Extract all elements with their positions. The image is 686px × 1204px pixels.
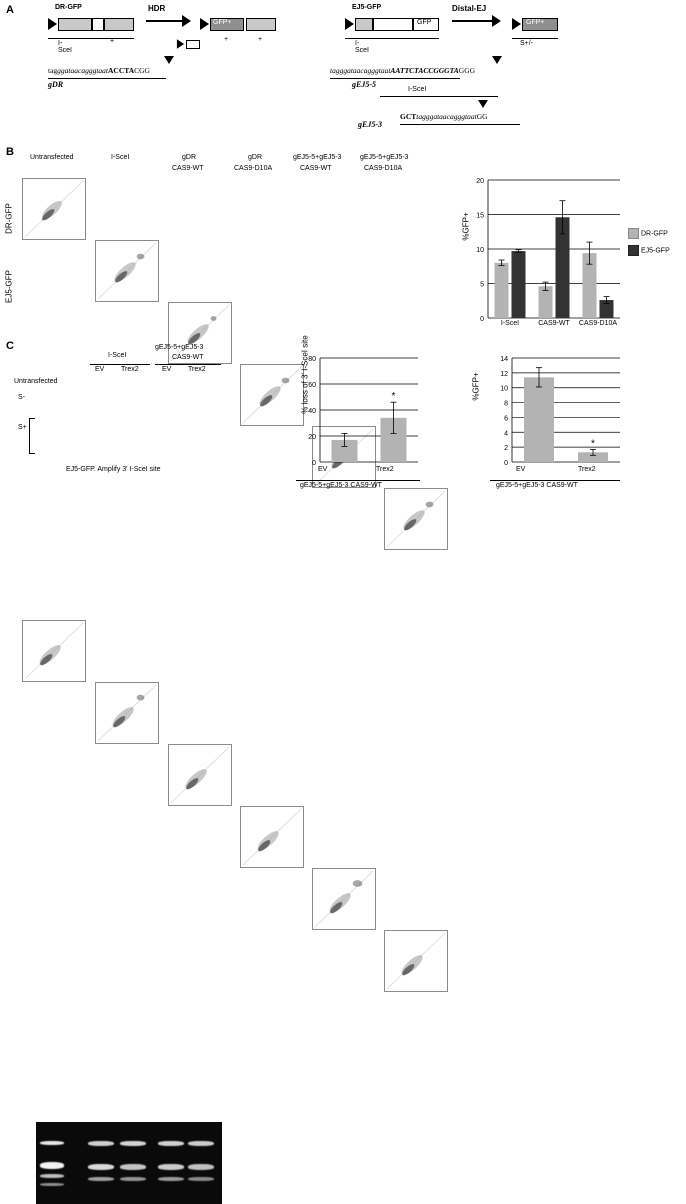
panelb-bar-chart (470, 178, 620, 327)
bar (495, 263, 509, 318)
gej5-5-seq-post: GGG (458, 66, 476, 75)
gdr-sequence (48, 66, 150, 75)
gel-band (188, 1177, 214, 1181)
ej5-spacer (373, 18, 413, 31)
gel-band (40, 1162, 64, 1169)
gel-band (188, 1164, 214, 1170)
ej5-underline (345, 38, 439, 39)
ej5-gfp-label: GFP (417, 19, 432, 26)
panelc-chart1-cat-0: EV (318, 466, 328, 473)
panelc-chart1-xrule (296, 480, 420, 481)
flow-plot-r1c6 (384, 488, 448, 550)
svg-text:10: 10 (476, 247, 484, 254)
drgfp-product-cassette (246, 18, 276, 31)
gel-untransfected-label: Untransfected (14, 378, 58, 385)
gel-group1-rule (90, 364, 150, 365)
panelb-legend (628, 228, 670, 256)
gdr-seq-post: CGG (134, 66, 150, 75)
gej5-3-seq-bold: GCT (400, 112, 417, 121)
svg-text:0: 0 (312, 460, 316, 467)
panelb-col-2-line2: CAS9-WT (172, 165, 204, 172)
promoter-icon (345, 18, 354, 30)
svg-text:80: 80 (308, 356, 316, 363)
panelb-col-3-line1: gDR (248, 154, 263, 161)
legend-swatch-ej5gfp (628, 245, 639, 256)
gel-group2-line2: CAS9-WT (172, 354, 204, 361)
gel-band (120, 1164, 146, 1170)
gej5-5-sequence (330, 66, 475, 75)
chartC2-svg (492, 356, 620, 467)
distal-ej-label: Distal-EJ (452, 4, 487, 13)
gdr-seq-bold: ACCTA (108, 66, 135, 75)
panel-c-letter: C (6, 340, 14, 352)
panelb-col-4-line1: gEJ5-5+gEJ5-3 (293, 154, 342, 161)
svg-text:*: * (591, 438, 595, 450)
flow-plot-r2c5 (312, 868, 376, 930)
gdr-seq-ital: ggataacagggtaat (57, 66, 109, 75)
svg-text:20: 20 (476, 178, 484, 185)
panelb-col-0-line1: Untransfected (30, 154, 74, 161)
svg-text:10: 10 (500, 385, 508, 393)
cut-site-arrowhead (164, 56, 174, 64)
gej5-3-sequence (400, 112, 488, 121)
drgfp-small-box (186, 40, 200, 49)
panel-a-letter: A (6, 4, 14, 16)
chart-category-label: CAS9-D10A (578, 320, 618, 327)
ej5-splusminus-label: S+/- (520, 40, 534, 47)
isce-middle-arrowhead (478, 100, 488, 108)
gel-lane-label-0: EV (95, 366, 105, 373)
gel-group2-line1: gEJ5-5+gEJ5-3 (155, 344, 204, 351)
gel-group1-label: I-SceI (108, 352, 127, 359)
gej5-3-seq-ital: tagggataacagggtaat (416, 112, 477, 121)
ej5-product-underline (512, 38, 558, 39)
svg-text:40: 40 (308, 408, 316, 415)
isce-middle-label: I-SceI (408, 86, 427, 93)
panelb-chart-ylabel: %GFP+ (461, 212, 471, 241)
gel-marker-s-plus: S+ (18, 424, 27, 431)
svg-text:0: 0 (480, 316, 484, 323)
gel-band (158, 1164, 184, 1170)
ej5-cut-site-arrowhead (492, 56, 502, 64)
gel-lane-label-3: Trex2 (188, 366, 206, 373)
gel-band (158, 1141, 184, 1146)
promoter-icon-small (177, 39, 184, 49)
flow-plot-r2c2 (95, 682, 159, 744)
gel-band (120, 1141, 146, 1146)
gej5-5-seq-pre: tagggataacagggtaat (330, 66, 391, 75)
legend-label-drgfp: DR-GFP (640, 230, 668, 238)
gej5-5-seq-bold: AATTCTACCGGGTA (390, 66, 459, 75)
panelb-row-label-drgfp: DR-GFP (4, 203, 14, 234)
svg-text:5: 5 (480, 281, 484, 289)
svg-text:0: 0 (504, 460, 508, 467)
ej5gfp-title: EJ5-GFP (352, 4, 382, 11)
svg-text:60: 60 (308, 382, 316, 389)
drgfp-title: DR-GFP (55, 4, 82, 11)
promoter-icon (48, 18, 57, 30)
ej5-isce-label: I-SceI (355, 40, 370, 54)
gel-band (88, 1177, 114, 1181)
chart-category-label: CAS9-WT (538, 320, 570, 327)
panelb-col-5-line2: CAS9-D10A (364, 165, 403, 172)
gel-band (158, 1177, 184, 1181)
drgfp-cassette-2 (104, 18, 134, 31)
svg-text:15: 15 (476, 212, 484, 220)
drgfp-cassette-1 (58, 18, 92, 31)
ej5-gfp-positive-label: GFP+ (526, 19, 545, 26)
gel-band (40, 1141, 64, 1145)
svg-text:6: 6 (504, 415, 508, 423)
bar (524, 377, 554, 462)
gel-group2-rule (155, 364, 221, 365)
gel-band (88, 1164, 114, 1170)
drgfp-sce-site (92, 18, 104, 31)
promoter-icon (200, 18, 209, 30)
gel-lane-label-1: Trex2 (121, 366, 139, 373)
gel-caption: EJ5-GFP. Amplify 3′ I-SceI site (66, 466, 161, 473)
gel-band (40, 1174, 64, 1178)
gel-marker-s-minus: S- (18, 394, 25, 401)
drgfp-isce-label: I-SceI (58, 40, 73, 54)
panelb-row-label-ej5gfp: EJ5-GFP (4, 270, 14, 303)
flow-plot-r1c2 (95, 240, 159, 302)
gdr-guide-line (48, 78, 166, 79)
isce-middle-line (380, 96, 498, 97)
gdr-seq-pre: tag (48, 66, 58, 75)
gfp-positive-label: GFP+ (213, 19, 232, 26)
gdr-gene-name: gDR (48, 80, 64, 89)
panelb-col-1-line1: I-SceI (111, 154, 130, 161)
promoter-icon (512, 18, 521, 30)
flow-plot-r2c3 (168, 744, 232, 806)
panelc-chart1-xlabel: gEJ5-5+gEJ5-3 CAS9-WT (300, 482, 382, 489)
gej5-3-gene-name: gEJ5-3 (358, 120, 382, 129)
svg-text:14: 14 (500, 356, 508, 363)
panel-b-letter: B (6, 146, 14, 158)
panelc-chart2-cat-0: EV (516, 466, 526, 473)
gej5-5-gene-name: gEJ5-5 (352, 80, 376, 89)
panelb-col-4-line2: CAS9-WT (300, 165, 332, 172)
bar (512, 251, 526, 318)
drgfp-plus-3: + (258, 36, 263, 43)
gel-band (120, 1177, 146, 1181)
panelc-chart2-cat-1: Trex2 (578, 466, 596, 473)
svg-text:20: 20 (308, 434, 316, 441)
gel-image (36, 1122, 222, 1204)
panelb-col-2-line1: gDR (182, 154, 197, 161)
drgfp-plus-1: + (110, 38, 115, 45)
gel-band (40, 1183, 64, 1186)
gej5-3-guide-line (400, 124, 520, 125)
panelc-chart2-xrule (490, 480, 620, 481)
panelc-chart2-ylabel: %GFP+ (471, 372, 481, 401)
bar (539, 286, 553, 318)
flow-plot-r2c6 (384, 930, 448, 992)
ej5-left-box (355, 18, 373, 31)
drgfp-underline (48, 38, 134, 39)
gej5-3-seq-post: GG (476, 112, 488, 121)
panelb-col-5-line1: gEJ5-5+gEJ5-3 (360, 154, 409, 161)
chart-category-label: I-SceI (500, 320, 520, 327)
gel-lane-label-2: EV (162, 366, 172, 373)
flow-plot-r2c4 (240, 806, 304, 868)
panelb-col-3-line2: CAS9-D10A (234, 165, 273, 172)
hdr-label: HDR (148, 4, 166, 13)
panelc-chart1-cat-1: Trex2 (376, 466, 394, 473)
legend-swatch-drgfp (628, 228, 639, 239)
svg-text:*: * (391, 391, 396, 403)
svg-text:2: 2 (504, 445, 508, 453)
flow-plot-r2c1 (22, 620, 86, 682)
svg-text:12: 12 (500, 370, 508, 378)
flow-plot-r1c1 (22, 178, 86, 240)
panelc-chart1-ylabel: % loss of 3′ I-SceI site (300, 335, 310, 414)
svg-text:4: 4 (504, 430, 508, 438)
panelc-chart2-xlabel: gEJ5-5+gEJ5-3 CAS9-WT (496, 482, 578, 489)
panelc-gfp-chart (492, 356, 620, 467)
legend-label-ej5gfp: EJ5-GFP (640, 247, 670, 255)
gej5-5-guide-line (330, 78, 460, 79)
gel-band (188, 1141, 214, 1146)
gel-bracket (29, 418, 35, 454)
gel-band (88, 1141, 114, 1146)
chartB-svg (470, 178, 620, 323)
drgfp-plus-2: + (224, 36, 229, 43)
svg-text:8: 8 (504, 400, 508, 408)
